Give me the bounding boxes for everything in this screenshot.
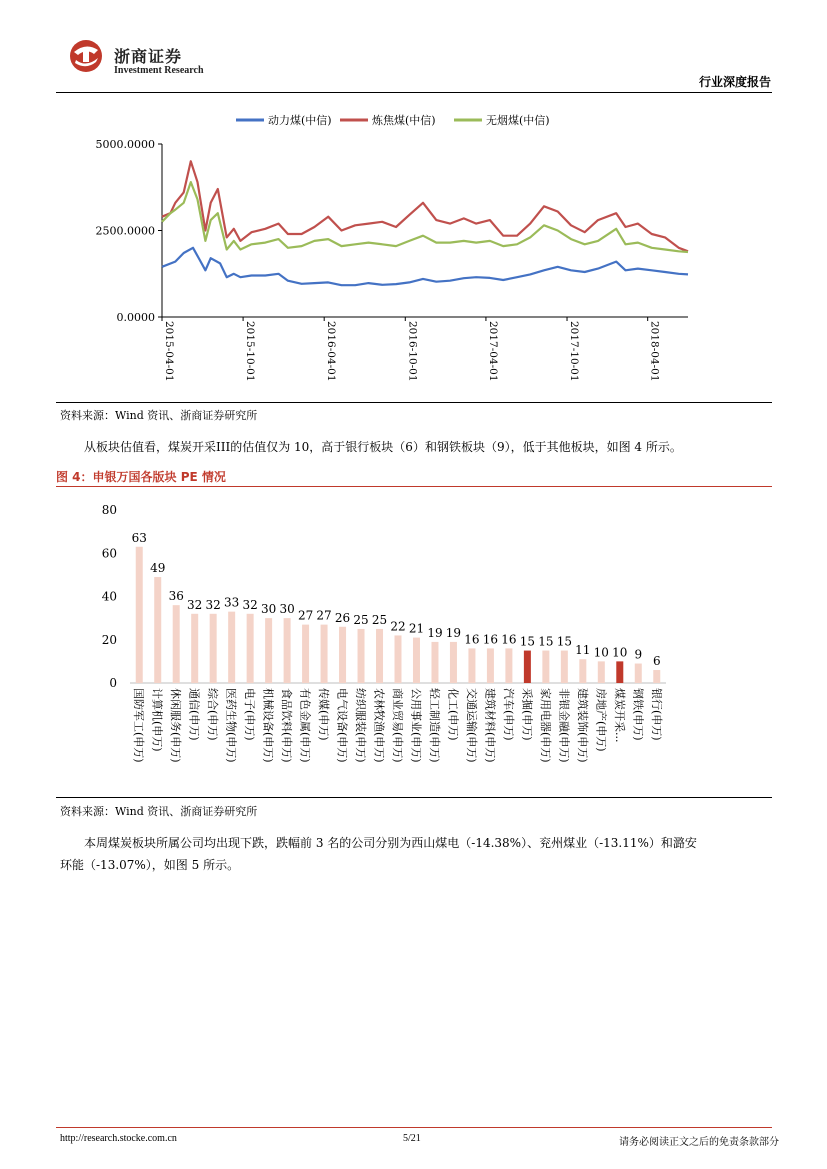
category-label: 综合(申万) bbox=[206, 688, 220, 741]
category-label: 采掘(申万) bbox=[520, 688, 534, 741]
bar bbox=[653, 670, 660, 683]
bar-value-label: 32 bbox=[242, 597, 258, 612]
y-tick-label: 0.0000 bbox=[116, 311, 155, 324]
category-label: 食品饮料(申万) bbox=[280, 688, 294, 763]
category-label: 建筑装饰(申万) bbox=[575, 688, 589, 763]
bar-value-label: 19 bbox=[427, 625, 443, 640]
bar-value-label: 30 bbox=[260, 602, 277, 617]
category-label: 汽车(申万) bbox=[501, 688, 515, 741]
bar-value-label: 32 bbox=[187, 597, 203, 612]
category-label: 轻工制造(申万) bbox=[427, 688, 441, 763]
bar bbox=[302, 625, 309, 683]
bar bbox=[173, 605, 180, 683]
bar-value-label: 27 bbox=[316, 608, 332, 623]
x-tick-label: 2015-04-01 bbox=[163, 321, 175, 382]
category-label: 农林牧渔(申万) bbox=[372, 688, 386, 763]
y-tick-label: 5000.0000 bbox=[95, 138, 155, 151]
y-tick-label: 80 bbox=[101, 503, 117, 517]
logo-text-en: Investment Research bbox=[114, 65, 204, 76]
bar bbox=[598, 661, 605, 683]
bar bbox=[524, 651, 531, 683]
category-label: 钢铁(申万) bbox=[631, 688, 645, 741]
bar bbox=[284, 618, 291, 683]
bar bbox=[579, 659, 586, 683]
bar bbox=[136, 547, 143, 683]
figure-4-bottom-divider bbox=[56, 797, 772, 798]
bar bbox=[154, 577, 161, 683]
bar bbox=[616, 661, 623, 683]
bar bbox=[228, 612, 235, 683]
category-label: 纺织服装(申万) bbox=[354, 688, 368, 763]
y-tick-label: 40 bbox=[101, 589, 117, 604]
figure-4-title-divider bbox=[56, 486, 772, 487]
y-tick-label: 0 bbox=[109, 676, 117, 690]
footer-url-link[interactable]: http://research.stocke.com.cn bbox=[60, 1133, 177, 1144]
category-label: 化工(申万) bbox=[446, 688, 460, 741]
category-label: 煤炭开采... bbox=[612, 688, 626, 743]
x-tick-label: 2016-10-01 bbox=[406, 321, 419, 382]
category-label: 家用电器(申万) bbox=[538, 688, 552, 763]
category-label: 计算机(申万) bbox=[150, 688, 164, 752]
bar bbox=[505, 648, 512, 683]
category-label: 房地产(申万) bbox=[594, 688, 608, 752]
legend-label: 动力煤(中信) bbox=[268, 114, 332, 127]
bar-value-label: 11 bbox=[575, 643, 591, 658]
bar bbox=[561, 651, 568, 683]
category-label: 非银金融(申万) bbox=[557, 688, 571, 763]
bar-value-label: 22 bbox=[390, 619, 406, 634]
category-label: 医药生物(申万) bbox=[224, 688, 238, 763]
header-divider bbox=[56, 92, 772, 93]
bar-value-label: 9 bbox=[634, 647, 643, 662]
bar-value-label: 15 bbox=[556, 634, 572, 649]
category-label: 国防军工(申万) bbox=[132, 688, 146, 763]
coal-index-line-chart bbox=[56, 100, 772, 400]
y-tick-label: 60 bbox=[101, 546, 117, 561]
paragraph-weekly-decline-2: 环能（-13.07%），如图 5 所示。 bbox=[60, 858, 240, 872]
bar-value-label: 15 bbox=[538, 634, 554, 649]
category-label: 银行(申万) bbox=[649, 688, 663, 741]
bar-value-label: 63 bbox=[131, 530, 147, 545]
bar bbox=[450, 642, 457, 683]
footer-page-number: 5/21 bbox=[403, 1133, 421, 1144]
paragraph-valuation: 从板块估值看，煤炭开采III的估值仅为 10，高于银行板块（6）和钢铁板块（9），低于其他板块，如图 4 所示。 bbox=[84, 440, 682, 454]
bar-value-label: 25 bbox=[353, 612, 369, 627]
bar-value-label: 19 bbox=[445, 625, 462, 640]
bar-value-label: 16 bbox=[482, 632, 499, 647]
bar-value-label: 16 bbox=[501, 632, 517, 647]
bar-value-label: 36 bbox=[168, 589, 184, 604]
bar bbox=[468, 648, 475, 683]
pe-bar-chart bbox=[56, 495, 772, 795]
report-type-label: 行业深度报告 bbox=[698, 75, 771, 89]
bar-value-label: 49 bbox=[150, 561, 166, 576]
category-label: 商业贸易(申万) bbox=[391, 688, 404, 763]
source-note-2: 资料来源：Wind 资讯、浙商证券研究所 bbox=[60, 805, 258, 818]
bar-value-label: 10 bbox=[612, 645, 628, 660]
x-tick-label: 2017-10-01 bbox=[568, 321, 581, 382]
bar-value-label: 21 bbox=[408, 621, 425, 636]
category-label: 建筑材料(申万) bbox=[483, 688, 497, 763]
footer-divider bbox=[56, 1127, 772, 1128]
figure-bottom-divider bbox=[56, 402, 772, 403]
bar-value-label: 6 bbox=[652, 654, 661, 669]
bar bbox=[339, 627, 346, 683]
footer-disclaimer: 请务必阅读正文之后的免责条款部分 bbox=[619, 1137, 779, 1148]
figure-4-title: 图 4：申银万国各版块 PE 情况 bbox=[56, 470, 226, 484]
bar-value-label: 15 bbox=[519, 634, 536, 649]
x-tick-label: 2018-04-01 bbox=[648, 321, 661, 382]
category-label: 有色金属(申万) bbox=[298, 688, 312, 763]
bar bbox=[487, 648, 494, 683]
bar-value-label: 33 bbox=[224, 595, 240, 610]
legend-label: 炼焦煤(中信) bbox=[372, 114, 436, 127]
category-label: 公用事业(申万) bbox=[409, 688, 423, 763]
bar bbox=[413, 638, 420, 683]
paragraph-weekly-decline-1: 本周煤炭板块所属公司均出现下跌，跌幅前 3 名的公司分别为西山煤电（-14.38%）、兖州煤业（-13.11%）和潞安 bbox=[84, 836, 697, 850]
company-logo-icon bbox=[66, 38, 106, 74]
category-label: 休闲服务(申万) bbox=[169, 688, 183, 763]
bar-value-label: 27 bbox=[297, 608, 314, 623]
category-label: 交通运输(申万) bbox=[464, 688, 478, 763]
x-tick-label: 2015-10-01 bbox=[244, 321, 257, 382]
series-line bbox=[162, 248, 688, 285]
bar bbox=[321, 625, 328, 683]
bar bbox=[542, 651, 549, 683]
category-label: 电气设备(申万) bbox=[335, 688, 349, 763]
line-chart-legend bbox=[236, 113, 550, 127]
bar-value-label: 25 bbox=[371, 612, 388, 627]
bar-value-label: 26 bbox=[334, 610, 351, 625]
bar-value-label: 30 bbox=[279, 602, 295, 617]
legend-label: 无烟煤(中信) bbox=[486, 114, 550, 127]
bar bbox=[191, 614, 198, 683]
category-label: 电子(申万) bbox=[243, 688, 257, 741]
bar bbox=[395, 635, 402, 683]
y-tick-label: 2500.0000 bbox=[95, 224, 155, 238]
line-chart-series bbox=[162, 161, 688, 285]
x-tick-label: 2017-04-01 bbox=[486, 321, 499, 382]
bar-value-label: 10 bbox=[593, 645, 609, 660]
bar bbox=[210, 614, 217, 683]
bar bbox=[635, 664, 642, 683]
category-label: 通信(申万) bbox=[187, 688, 201, 741]
bar bbox=[431, 642, 438, 683]
bar bbox=[247, 614, 254, 683]
bar bbox=[358, 629, 365, 683]
category-label: 机械设备(申万) bbox=[261, 688, 275, 763]
bar-chart-bars bbox=[132, 531, 664, 763]
y-tick-label: 20 bbox=[101, 632, 117, 647]
category-label: 传媒(申万) bbox=[317, 688, 331, 741]
source-note-1: 资料来源：Wind 资讯、浙商证券研究所 bbox=[60, 409, 258, 422]
bar-value-label: 32 bbox=[205, 597, 221, 612]
line-chart-axes bbox=[96, 138, 689, 382]
bar bbox=[376, 629, 383, 683]
x-tick-label: 2016-04-01 bbox=[325, 321, 338, 382]
bar-value-label: 16 bbox=[464, 632, 480, 647]
logo-text-cn: 浙商证券 bbox=[114, 47, 183, 66]
bar bbox=[265, 618, 272, 683]
